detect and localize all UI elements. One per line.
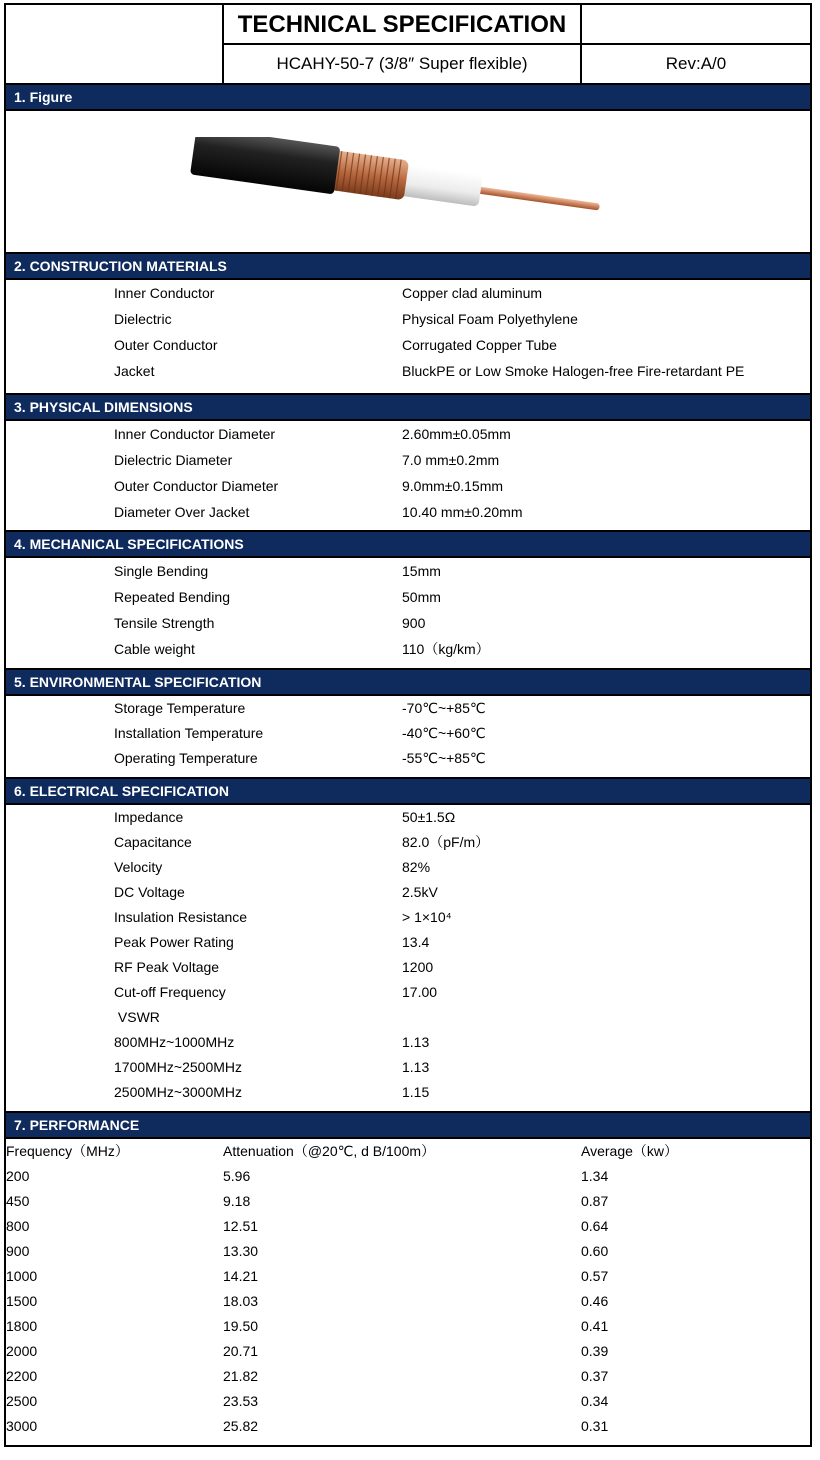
cable-figure	[186, 137, 606, 227]
electrical-row	[6, 905, 810, 929]
spec-value: > 1×10⁴	[402, 909, 452, 925]
performance-row	[6, 1339, 810, 1363]
mechanical-row	[6, 559, 810, 583]
electrical-row	[6, 955, 810, 979]
mechanical-row	[6, 611, 810, 635]
average-power-cell: 0.46	[581, 1293, 609, 1309]
average-power-cell: 0.57	[581, 1268, 609, 1284]
spec-value: BluckPE or Low Smoke Halogen-free Fire-retardant PE	[402, 363, 745, 379]
spec-value: 82%	[402, 859, 431, 875]
cable-jacket	[190, 137, 340, 194]
spec-label: Capacitance	[114, 834, 192, 850]
frequency-cell: 900	[6, 1243, 30, 1259]
electrical-row	[6, 980, 810, 1004]
spec-value: Physical Foam Polyethylene	[402, 311, 578, 327]
revision-label: Rev:A/0	[665, 54, 727, 73]
spec-value: 2.60mm±0.05mm	[402, 426, 511, 442]
performance-row	[6, 1164, 810, 1188]
spec-label: Cable weight	[114, 641, 195, 657]
attenuation-cell: 20.71	[223, 1343, 259, 1359]
spec-value: 50±1.5Ω	[402, 809, 456, 825]
spec-value: 15mm	[402, 563, 441, 579]
model-name: HCAHY-50-7 (3/8″ Super flexible)	[276, 54, 528, 73]
section-mechanical-header: 4. MECHANICAL SPECIFICATIONS	[6, 530, 810, 558]
spec-label: Impedance	[114, 809, 184, 825]
environmental-row	[6, 696, 810, 720]
spec-value: 13.4	[402, 934, 430, 950]
section-performance-header: 7. PERFORMANCE	[6, 1111, 810, 1139]
spec-label: Insulation Resistance	[114, 909, 248, 925]
spec-label: Repeated Bending	[114, 589, 230, 605]
attenuation-cell: 25.82	[223, 1418, 259, 1434]
electrical-row	[6, 880, 810, 904]
environmental-row	[6, 746, 810, 770]
spec-label: Operating Temperature	[114, 750, 258, 766]
average-power-cell: 0.60	[581, 1243, 609, 1259]
physical-row	[6, 448, 810, 472]
average-power-cell: 0.39	[581, 1343, 609, 1359]
electrical-row	[6, 805, 810, 829]
average-power-cell: 1.34	[581, 1168, 609, 1184]
frequency-cell: 2500	[6, 1393, 38, 1409]
performance-row	[6, 1289, 810, 1313]
spec-label: Storage Temperature	[114, 700, 246, 716]
average-power-cell: 0.64	[581, 1218, 609, 1234]
attenuation-cell: 13.30	[223, 1243, 259, 1259]
attenuation-cell: 5.96	[223, 1168, 251, 1184]
attenuation-cell: 14.21	[223, 1268, 259, 1284]
performance-row	[6, 1239, 810, 1263]
physical-row	[6, 422, 810, 446]
spec-value: 82.0（pF/m）	[402, 834, 490, 850]
attenuation-cell: 9.18	[223, 1193, 251, 1209]
frequency-cell: 450	[6, 1193, 30, 1209]
attenuation-cell: 18.03	[223, 1293, 259, 1309]
electrical-row	[6, 930, 810, 954]
frequency-cell: 1500	[6, 1293, 38, 1309]
physical-row	[6, 474, 810, 498]
spec-value: -40℃~+60℃	[402, 725, 486, 741]
document-title: TECHNICAL SPECIFICATION	[237, 11, 567, 38]
performance-header-row	[6, 1139, 810, 1163]
spec-value: 1200	[402, 959, 434, 975]
spec-value: 1.15	[402, 1084, 430, 1100]
spec-value: -55℃~+85℃	[402, 750, 486, 766]
spec-value: 7.0 mm±0.2mm	[402, 452, 500, 468]
spec-label: Outer Conductor Diameter	[114, 478, 279, 494]
construction-row	[6, 359, 810, 383]
attenuation-cell: 19.50	[223, 1318, 259, 1334]
spec-label: Single Bending	[114, 563, 209, 579]
spec-label: Diameter Over Jacket	[114, 504, 250, 520]
section-construction-header: 2. CONSTRUCTION MATERIALS	[6, 252, 810, 280]
spec-label: Installation Temperature	[114, 725, 264, 741]
construction-row	[6, 281, 810, 305]
spec-label: Inner Conductor Diameter	[114, 426, 276, 442]
frequency-cell: 2200	[6, 1368, 38, 1384]
spec-label: Outer Conductor	[114, 337, 218, 353]
average-power-cell: 0.31	[581, 1418, 609, 1434]
attenuation-cell: 12.51	[223, 1218, 259, 1234]
electrical-row	[6, 1080, 810, 1104]
performance-row	[6, 1314, 810, 1338]
mechanical-row	[6, 585, 810, 609]
frequency-cell: 1800	[6, 1318, 38, 1334]
performance-row	[6, 1389, 810, 1413]
electrical-row	[6, 830, 810, 854]
frequency-cell: 1000	[6, 1268, 38, 1284]
performance-row	[6, 1214, 810, 1238]
frequency-cell: 800	[6, 1218, 30, 1234]
mechanical-row	[6, 637, 810, 661]
average-power-cell: 0.41	[581, 1318, 609, 1334]
construction-row	[6, 333, 810, 357]
spec-value: 110（kg/km）	[402, 641, 490, 657]
spec-label: Jacket	[114, 363, 155, 379]
frequency-cell: 3000	[6, 1418, 38, 1434]
average-power-cell: 0.34	[581, 1393, 609, 1409]
spec-label: VSWR	[114, 1009, 160, 1025]
spec-value: Corrugated Copper Tube	[402, 337, 557, 353]
section-environmental-header: 5. ENVIRONMENTAL SPECIFICATION	[6, 668, 810, 696]
spec-value: Copper clad aluminum	[402, 285, 543, 301]
spec-label: Peak Power Rating	[114, 934, 234, 950]
column-header-frequency: Frequency（MHz）	[6, 1143, 129, 1159]
attenuation-cell: 21.82	[223, 1368, 259, 1384]
frequency-cell: 200	[6, 1168, 30, 1184]
performance-row	[6, 1264, 810, 1288]
spec-label: Dielectric Diameter	[114, 452, 233, 468]
section-physical-header: 3. PHYSICAL DIMENSIONS	[6, 393, 810, 421]
section-figure-header: 1. Figure	[6, 83, 810, 111]
spec-value: 900	[402, 615, 426, 631]
spec-label: Inner Conductor	[114, 285, 215, 301]
environmental-row	[6, 721, 810, 745]
electrical-row	[6, 855, 810, 879]
performance-row	[6, 1364, 810, 1388]
column-header-average-power: Average（kw）	[581, 1143, 679, 1159]
dielectric	[399, 164, 483, 207]
electrical-row	[6, 1030, 810, 1054]
spec-label: Dielectric	[114, 311, 172, 327]
spec-value: 10.40 mm±0.20mm	[402, 504, 523, 520]
spec-value: 2.5kV	[402, 884, 438, 900]
electrical-row	[6, 1055, 810, 1079]
electrical-row	[6, 1005, 810, 1029]
construction-row	[6, 307, 810, 331]
spec-label: RF Peak Voltage	[114, 959, 220, 975]
inner-conductor	[470, 186, 600, 211]
spec-value: 17.00	[402, 984, 438, 1000]
frequency-cell: 2000	[6, 1343, 38, 1359]
spec-label: 800MHz~1000MHz	[114, 1034, 235, 1050]
spec-label: 2500MHz~3000MHz	[114, 1084, 243, 1100]
spec-label: Cut-off Frequency	[114, 984, 226, 1000]
spec-value: 50mm	[402, 589, 441, 605]
spec-value: 9.0mm±0.15mm	[402, 478, 504, 494]
average-power-cell: 0.37	[581, 1368, 609, 1384]
spec-value: 1.13	[402, 1059, 430, 1075]
spec-label: 1700MHz~2500MHz	[114, 1059, 243, 1075]
spec-label: Velocity	[114, 859, 163, 875]
average-power-cell: 0.87	[581, 1193, 609, 1209]
column-header-attenuation: Attenuation（@20℃, d B/100m）	[223, 1143, 436, 1159]
spec-label: DC Voltage	[114, 884, 185, 900]
spec-label: Tensile Strength	[114, 615, 215, 631]
spec-value: -70℃~+85℃	[402, 700, 486, 716]
section-electrical-header: 6. ELECTRICAL SPECIFICATION	[6, 777, 810, 805]
physical-row	[6, 500, 810, 524]
spec-sheet	[4, 3, 812, 1447]
attenuation-cell: 23.53	[223, 1393, 259, 1409]
spec-value: 1.13	[402, 1034, 430, 1050]
performance-row	[6, 1414, 810, 1438]
performance-row	[6, 1189, 810, 1213]
